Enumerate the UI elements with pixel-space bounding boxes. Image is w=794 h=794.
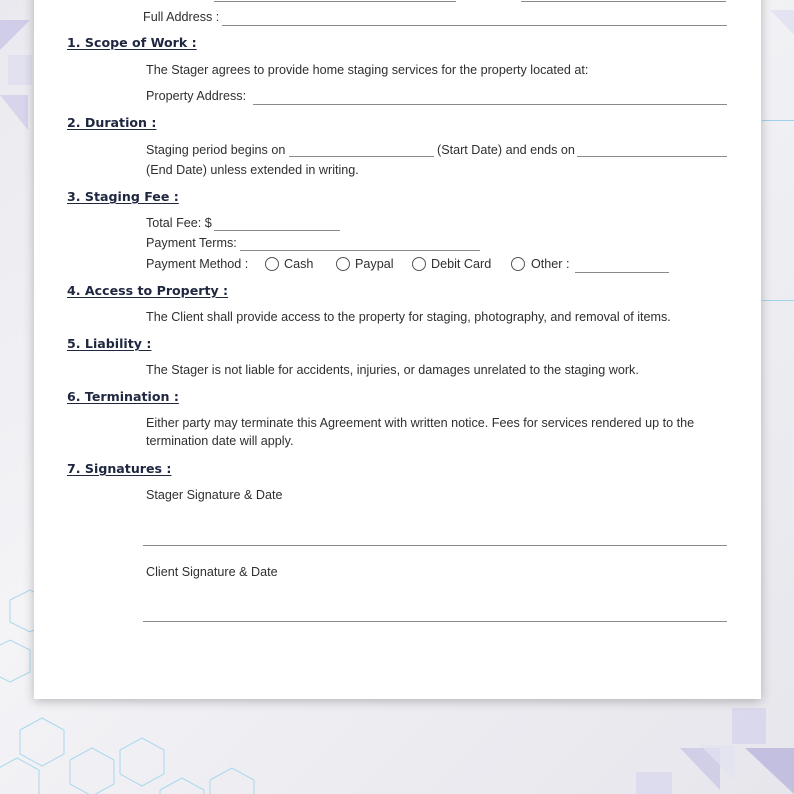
other-radio[interactable] xyxy=(511,257,525,271)
debit-card-label: Debit Card xyxy=(431,257,492,271)
termination-heading: 6. Termination : xyxy=(67,389,179,404)
top-field-line-right[interactable] xyxy=(521,1,726,2)
total-fee-field[interactable] xyxy=(214,230,340,231)
duration-text-mid: (Start Date) and ends on xyxy=(437,143,575,157)
signatures-heading: 7. Signatures : xyxy=(67,461,172,476)
liability-text: The Stager is not liable for accidents, injuries, or damages unrelated to the staging work. xyxy=(146,363,639,377)
payment-method-label: Payment Method : xyxy=(146,257,249,271)
cash-radio[interactable] xyxy=(265,257,279,271)
full-address-field[interactable] xyxy=(222,25,727,26)
other-field[interactable] xyxy=(575,272,669,273)
total-fee-label: Total Fee: $ xyxy=(146,216,212,230)
paypal-label: Paypal xyxy=(355,257,394,271)
full-address-label: Full Address : xyxy=(143,10,220,24)
property-address-label: Property Address: xyxy=(146,89,247,103)
start-date-field[interactable] xyxy=(289,156,434,157)
duration-heading: 2. Duration : xyxy=(67,115,157,130)
property-address-field[interactable] xyxy=(253,104,727,105)
access-text: The Client shall provide access to the property for staging, photography, and removal of items. xyxy=(146,310,671,324)
stager-signature-label: Stager Signature & Date xyxy=(146,488,283,502)
top-field-line-left[interactable] xyxy=(214,1,456,2)
payment-terms-label: Payment Terms: xyxy=(146,236,237,250)
payment-terms-field[interactable] xyxy=(240,250,480,251)
cash-label: Cash xyxy=(284,257,314,271)
duration-text-end: (End Date) unless extended in writing. xyxy=(146,163,359,177)
duration-text-start: Staging period begins on xyxy=(146,143,286,157)
fee-heading: 3. Staging Fee : xyxy=(67,189,179,204)
client-signature-label: Client Signature & Date xyxy=(146,565,278,579)
stager-signature-line[interactable] xyxy=(143,545,727,546)
termination-text-line2: termination date will apply. xyxy=(146,434,294,448)
scope-heading: 1. Scope of Work : xyxy=(67,35,197,50)
agreement-page xyxy=(34,0,761,699)
access-heading: 4. Access to Property : xyxy=(67,283,229,298)
client-signature-line[interactable] xyxy=(143,621,727,622)
end-date-field[interactable] xyxy=(577,156,727,157)
termination-text-line1: Either party may terminate this Agreement with written notice. Fees for services rendered up to the xyxy=(146,416,695,430)
debit-card-radio[interactable] xyxy=(412,257,426,271)
paypal-radio[interactable] xyxy=(336,257,350,271)
liability-heading: 5. Liability : xyxy=(67,336,152,351)
scope-text: The Stager agrees to provide home staging services for the property located at: xyxy=(146,63,589,77)
other-label: Other : xyxy=(531,257,570,271)
